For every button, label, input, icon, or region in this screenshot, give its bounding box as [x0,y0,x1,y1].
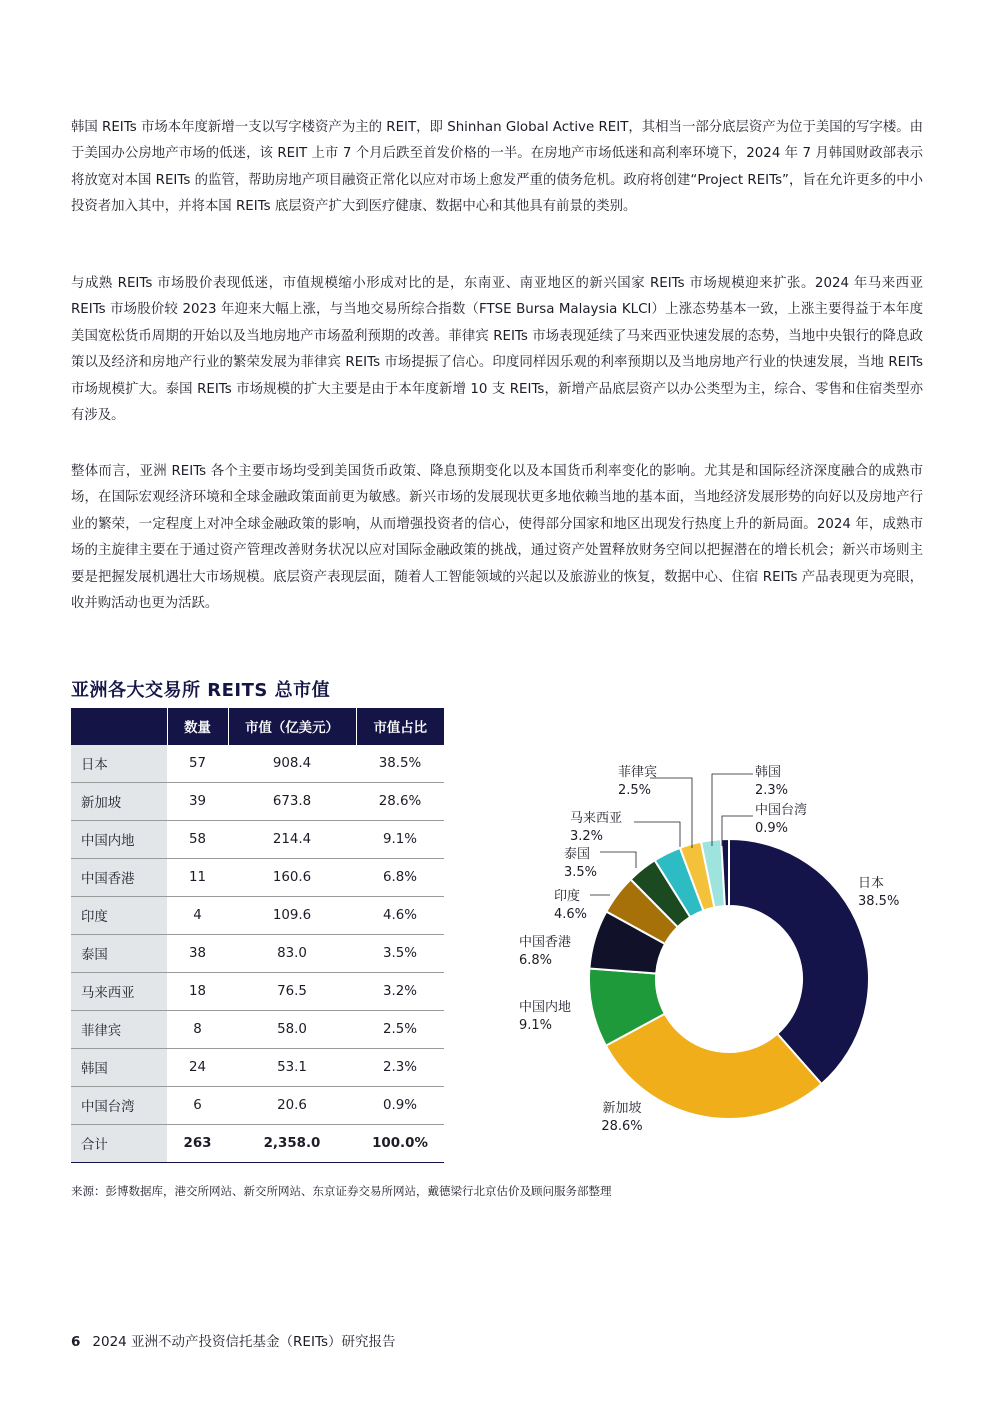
section-title: 亚洲各大交易所 REITS 总市值 [71,680,331,701]
table-row [71,973,444,1011]
label-leader-line [650,778,692,848]
table-cell-count: 38 [167,935,228,973]
slice-label: 菲律宾 [618,765,658,780]
table-cell-region: 中国香港 [71,859,167,897]
label-leader-line [712,774,753,846]
table-header-share: 市值占比 [356,708,444,745]
table-cell-count: 263 [167,1125,228,1163]
table-row [71,745,444,783]
slice-value-label: 38.5% [858,894,900,909]
table-row [71,859,444,897]
page-number: 6 [71,1334,81,1350]
table-cell-share: 3.5% [356,935,444,973]
table-cell-count: 58 [167,821,228,859]
paragraph-summary: 整体而言，亚洲 REITs 各个主要市场均受到美国货币政策、降息预期变化以及本国货币利率变化的影响。尤其是和国际经济深度融合的成熟市场，在国际宏观经济环境和全球金融政策面前更为敏感。新兴市场的发展现状更多地依赖当地的基本面，当地经济发展形势的向好以及房地产行业的繁荣，一定程度上对冲全球金融政策的影响，从而增强投资者的信心，使得部分国家和地区出现发行热度上升的新局面。2024 年，成熟市场的主旋律主要在于通过资产管理改善财务状况以应对国际金融政策的挑战，通过资产处置释放财务空间以把握潜在的增长机会；新兴市场则主要是把握发展机遇壮大市场规模。底层资产表现层面，随着人工智能领域的兴起以及旅游业的恢复，数据中心、住宿 REITs 产品表现更为亮眼，收并购活动也更为活跃。 [71,464,923,612]
slice-value-label: 4.6% [554,907,588,922]
table-cell-share: 4.6% [356,897,444,935]
table-row [71,897,444,935]
table-cell-market-cap: 109.6 [228,897,356,935]
paragraph-korea: 韩国 REITs 市场本年度新增一支以写字楼资产为主的 REIT，即 Shinhan Global Active REIT，其相当一部分底层资产为位于美国的写字楼。由于美国办公房地产市场的低迷，该 REIT 上市 7 个月后跌至首发价格的一半。在房地产市场低迷和高利率环境下，2024 年 7 月韩国财政部表示将放宽对本国 REITs 的监管，帮助房地产项目融资正常化以应对市场上愈发严重的债务危机。政府将创建“Project REITs”，旨在允许更多的中小投资者加入其中，并将本国 REITs 底层资产扩大到医疗健康、数据中心和其他具有前景的类别。 [71,120,923,215]
table-cell-share: 38.5% [356,745,444,783]
reits-market-cap-table [71,708,444,1163]
table-cell-region: 日本 [71,745,167,783]
table-cell-region: 中国台湾 [71,1087,167,1125]
table-cell-region: 中国内地 [71,821,167,859]
table-cell-share: 9.1% [356,821,444,859]
table-cell-share: 2.3% [356,1049,444,1087]
table-cell-share: 0.9% [356,1087,444,1125]
table-cell-region: 马来西亚 [71,973,167,1011]
table-cell-count: 4 [167,897,228,935]
page-footer [71,1330,396,1350]
table-cell-market-cap: 20.6 [228,1087,356,1125]
table-header-market-cap: 市值（亿美元） [228,708,356,745]
table-cell-market-cap: 76.5 [228,973,356,1011]
slice-label: 中国香港 [519,935,572,950]
slice-value-label: 0.9% [755,821,789,836]
table-cell-market-cap: 53.1 [228,1049,356,1087]
table-row [71,1087,444,1125]
table-cell-share: 100.0% [356,1125,444,1163]
table-row [71,821,444,859]
table-cell-region: 印度 [71,897,167,935]
table-header-row [71,708,444,745]
table-cell-region: 菲律宾 [71,1011,167,1049]
table-cell-count: 57 [167,745,228,783]
slice-label: 印度 [554,889,581,904]
slice-label: 韩国 [755,765,782,780]
table-header-count: 数量 [167,708,228,745]
table-cell-region: 新加坡 [71,783,167,821]
slice-value-label: 9.1% [519,1018,553,1033]
table-cell-market-cap: 160.6 [228,859,356,897]
table-cell-share: 28.6% [356,783,444,821]
table-row [71,1049,444,1087]
table-cell-share: 2.5% [356,1011,444,1049]
slice-value-label: 3.5% [564,865,598,880]
label-leader-line [634,822,680,850]
label-leader-line [600,852,636,868]
slice-label: 泰国 [564,847,591,862]
table-cell-count: 11 [167,859,228,897]
slice-label: 马来西亚 [570,811,623,826]
table-cell-count: 24 [167,1049,228,1087]
table-cell-region: 合计 [71,1125,167,1163]
table-row [71,1011,444,1049]
slice-label: 中国内地 [519,1000,572,1015]
report-title: 2024 亚洲不动产投资信托基金（REITs）研究报告 [92,1334,396,1350]
slice-label: 新加坡 [602,1101,642,1116]
table-cell-market-cap: 83.0 [228,935,356,973]
table-cell-count: 18 [167,973,228,1011]
slice-value-label: 3.2% [570,829,604,844]
table-cell-market-cap: 2,358.0 [228,1125,356,1163]
table-cell-count: 6 [167,1087,228,1125]
table-cell-count: 8 [167,1011,228,1049]
table-cell-market-cap: 214.4 [228,821,356,859]
table-row [71,783,444,821]
slice-value-label: 2.5% [618,783,652,798]
table-cell-count: 39 [167,783,228,821]
table-cell-market-cap: 673.8 [228,783,356,821]
slice-value-label: 28.6% [601,1119,643,1134]
table-cell-share: 3.2% [356,973,444,1011]
slice-label: 日本 [858,876,885,891]
table-cell-market-cap: 58.0 [228,1011,356,1049]
source-note: 来源：彭博数据库，港交所网站、新交所网站、东京证券交易所网站，戴德梁行北京估价及顾问服务部整理 [71,1184,612,1198]
table-cell-region: 泰国 [71,935,167,973]
table-header-blank [71,708,167,745]
slice-value-label: 6.8% [519,953,553,968]
table-row [71,935,444,973]
table-cell-market-cap: 908.4 [228,745,356,783]
slice-label: 中国台湾 [755,803,808,818]
table-cell-share: 6.8% [356,859,444,897]
donut-slice [729,839,869,1084]
slice-value-label: 2.3% [755,783,789,798]
paragraph-emerging-markets: 与成熟 REITs 市场股价表现低迷，市值规模缩小形成对比的是，东南亚、南亚地区的新兴国家 REITs 市场规模迎来扩张。2024 年马来西亚 REITs 市场股价较 2023 年迎来大幅上涨，与当地交易所综合指数（FTSE Bursa Malaysia KLCI）上涨态势基本一致，上涨主要得益于本年度美国宽松货币周期的开始以及当地房地产市场盈利预期的改善。菲律宾 REITs 市场表现延续了马来西亚快速发展的态势，当地中央银行的降息政策以及经济和房地产行业的繁荣发展为菲律宾 REITs 市场提振了信心。印度同样因乐观的利率预期以及当地房地产行业的快速发展，当地 REITs 市场规模扩大。泰国 REITs 市场规模的扩大主要是由于本年度新增 10 支 REITs，新增产品底层资产以办公类型为主，综合、零售和住宿类型亦有涉及。 [71,276,923,424]
table-body [71,745,444,1163]
table-total-row [71,1125,444,1163]
market-share-donut-chart [500,750,920,1170]
table-cell-region: 韩国 [71,1049,167,1087]
